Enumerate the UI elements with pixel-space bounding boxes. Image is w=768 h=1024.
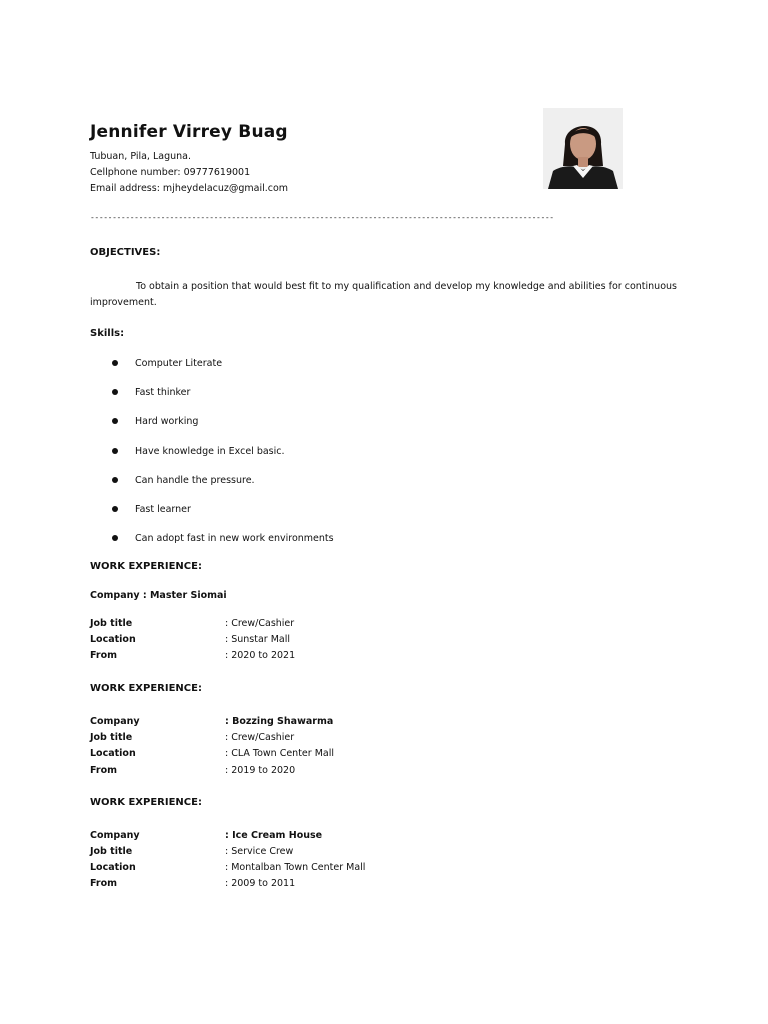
skill-label: Hard working (135, 416, 199, 427)
bullet-icon (112, 389, 118, 395)
applicant-name: Jennifer Virrey Buag (90, 122, 288, 142)
field-key: Location (90, 862, 136, 873)
skill-label: Have knowledge in Excel basic. (135, 446, 285, 457)
field-value: : Ice Cream House (225, 830, 323, 841)
bullet-icon (112, 477, 118, 483)
bullet-icon (112, 506, 118, 512)
field-key: From (90, 650, 117, 661)
work-experience-heading: WORK EXPERIENCE: (90, 683, 202, 694)
skills-heading: Skills: (90, 328, 125, 339)
skill-label: Can adopt fast in new work environments (135, 533, 334, 544)
field-key: From (90, 765, 117, 776)
field-value: : Service Crew (225, 846, 294, 857)
profile-photo (543, 108, 623, 189)
work-experience-heading: WORK EXPERIENCE: (90, 797, 202, 808)
field-value: : CLA Town Center Mall (225, 748, 334, 759)
skill-label: Fast learner (135, 504, 191, 515)
field-value: : 2019 to 2020 (225, 765, 296, 776)
field-key: Job title (90, 618, 133, 629)
field-key: Job title (90, 732, 133, 743)
field-key: From (90, 878, 117, 889)
skill-label: Can handle the pressure. (135, 475, 255, 486)
field-value: : Montalban Town Center Mall (225, 862, 366, 873)
email-line: Email address: mjheydelacuz@gmail.com (90, 183, 289, 194)
bullet-icon (112, 418, 118, 424)
field-key: Company (90, 830, 140, 841)
cellphone-line: Cellphone number: 09777619001 (90, 167, 251, 178)
field-value: : Crew/Cashier (225, 732, 295, 743)
work-experience-heading: WORK EXPERIENCE: (90, 561, 202, 572)
field-key: Job title (90, 846, 133, 857)
skill-label: Fast thinker (135, 387, 191, 398)
field-value: : 2020 to 2021 (225, 650, 296, 661)
objective-text: To obtain a position that would best fit to my qualification and develop my knowledge and abilities for continuous improvement. (90, 281, 677, 308)
objectives-heading: OBJECTIVES: (90, 247, 161, 258)
skill-label: Computer Literate (135, 358, 223, 369)
bullet-icon (112, 448, 118, 454)
company-line: Company : Master Siomai (90, 590, 227, 601)
field-value: : Bozzing Shawarma (225, 716, 334, 727)
field-key: Location (90, 634, 136, 645)
address-line: Tubuan, Pila, Laguna. (90, 151, 192, 162)
field-value: : Crew/Cashier (225, 618, 295, 629)
bullet-icon (112, 535, 118, 541)
field-key: Location (90, 748, 136, 759)
field-value: : Sunstar Mall (225, 634, 291, 645)
section-divider: --------------------------------------------------------------------------------------------------------- (90, 213, 554, 222)
field-value: : 2009 to 2011 (225, 878, 296, 889)
field-key: Company (90, 716, 140, 727)
bullet-icon (112, 360, 118, 366)
